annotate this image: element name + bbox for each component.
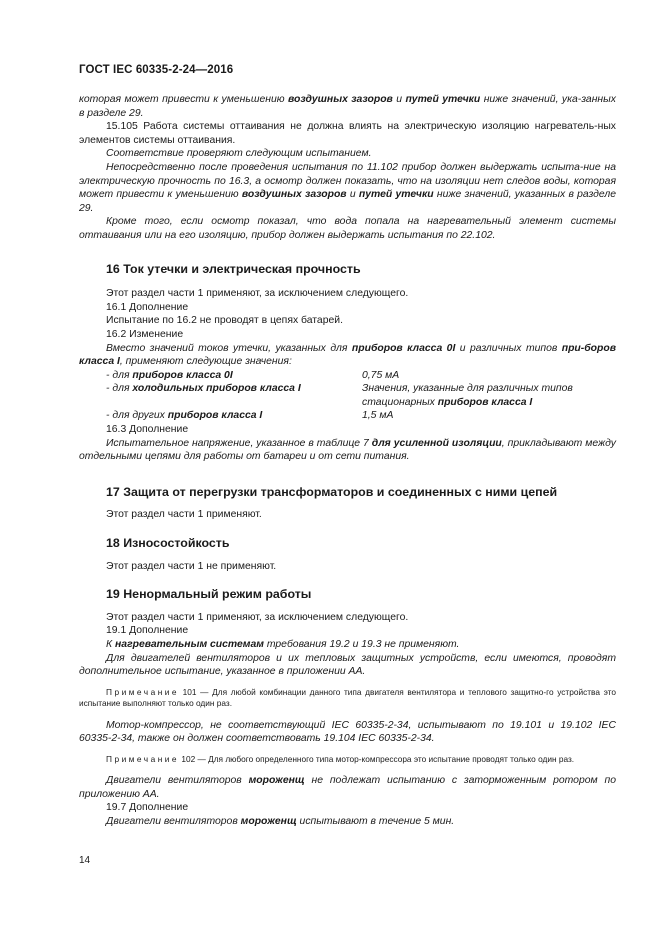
term-ice-cream-makers: мороженщ — [240, 815, 297, 827]
section-18-text: Этот раздел части 1 не применяют. — [106, 560, 277, 572]
term-class-i: при-боров класса I — [79, 342, 616, 368]
list-item — [79, 409, 616, 423]
list-item — [79, 369, 616, 383]
paragraph-ice-cream-fans — [79, 774, 616, 801]
paragraph-motor-compressor: Мотор-компрессор, не соответствующий IEC 60335-2-34, испытывают по 19.101 и 19.102 IEC 60335-2-34, также он должен соответствовать 19.104 IEC 60335-2-34. — [79, 719, 616, 745]
text-run: и — [346, 189, 359, 201]
clause-16-2-text — [79, 342, 616, 369]
paragraph-continuation — [79, 93, 616, 120]
list-item-value — [362, 396, 532, 410]
section-18-heading: 18 Износостойкость — [106, 536, 230, 551]
text-run: К — [106, 639, 116, 650]
term-creepage: путей утечки — [358, 189, 434, 201]
clause-16-1-text: Испытание по 16.2 не проводят в цепях батарей. — [106, 315, 343, 327]
text-run: стационарных — [362, 396, 438, 408]
text-run: Испытательное напряжение, указанное в таблице 7 — [106, 437, 372, 449]
clause-19-1-text — [79, 638, 616, 652]
text-run: , прикладывают между отдельными цепями для работы от батареи и от сети питания. — [79, 437, 616, 463]
clause-16-3: 16.3 Дополнение — [106, 424, 189, 436]
page-number: 14 — [79, 855, 91, 866]
clause-16-2: 16.2 Изменение — [106, 328, 184, 340]
compliance-statement: Соответствие проверяют следующим испытанием. — [106, 148, 372, 160]
term-creepage: путей утечки — [405, 94, 481, 105]
term-class-0i: приборов класса 0I — [132, 369, 233, 381]
section-17-heading: 17 Защита от перегрузки трансформаторов и соединенных с ними цепей — [106, 484, 558, 499]
section-19-intro: Этот раздел части 1 применяют, за исключением следующего. — [106, 611, 409, 623]
section-16-intro: Этот раздел части 1 применяют, за исключением следующего. — [106, 288, 409, 300]
term-ice-cream-makers: мороженщ — [248, 775, 305, 787]
note-101 — [79, 687, 616, 710]
text-run: - для — [106, 383, 133, 395]
text-run: ниже значений, указанных в разделе 29. — [79, 189, 617, 214]
term-class-i: приборов класса I — [167, 410, 263, 422]
clause-19-7: 19.7 Дополнение — [106, 802, 189, 814]
text-run: и — [392, 94, 406, 105]
text-run: Вместо значений токов утечки, указанных для — [106, 342, 352, 354]
note-label: Примечание — [106, 753, 180, 764]
list-item-value: 0,75 мА — [362, 369, 400, 381]
paragraph-additional: Кроме того, если осмотр показал, что вода попала на нагревательный элемент системы оттаивания или на его изоляцию, прибор должен выдержать испытания по 22.102. — [79, 216, 616, 241]
term-heating-systems: нагревательным системам — [115, 639, 264, 650]
clause-16-1: 16.1 Дополнение — [106, 301, 189, 313]
text-run: требования 19.2 и 19.3 не применяют. — [263, 639, 460, 650]
term-class-0i: приборов класса 0I — [351, 342, 456, 354]
clause-16-3-text — [79, 437, 616, 464]
text-run: , применяют следующие значения: — [119, 356, 292, 368]
text-run: и различных типов — [455, 342, 562, 354]
text-run: не подлежат испытанию с заторможенным ротором по приложению АА. — [79, 775, 616, 800]
note-text: 102 — Для любого определенного типа мотор-компрессора это испытание проводят только один раз. — [179, 753, 575, 764]
list-item-value: 1,5 мА — [362, 410, 394, 422]
text-run: ниже значений, ука-занных в разделе 29. — [79, 94, 616, 119]
text-run: испытывают в течение 5 мин. — [296, 815, 455, 827]
text-run: Двигатели вентиляторов — [106, 775, 249, 787]
section-19-heading: 19 Ненормальный режим работы — [106, 587, 312, 602]
list-item-label — [106, 369, 233, 383]
note-102 — [79, 754, 616, 765]
list-item-label — [106, 382, 301, 396]
term-refrigerating-class-i: холодильных приборов класса I — [132, 383, 301, 395]
term-air-gaps: воздушных зазоров — [287, 94, 393, 105]
list-item — [79, 382, 616, 396]
text-run: которая может привести к уменьшению — [79, 94, 288, 105]
term-class-i: приборов класса I — [437, 396, 533, 408]
list-item-label — [106, 409, 262, 423]
list-item-continuation — [79, 396, 616, 410]
note-text: 101 — Для любой комбинации данного типа двигателя вентилятора и теплового защитно-го устройства это испытание выполняют только один раз. — [79, 686, 616, 709]
paragraph-test-procedure — [79, 161, 616, 215]
document-body — [79, 93, 616, 829]
text-run: - для — [106, 369, 133, 381]
clause-19-7-text — [79, 815, 616, 829]
text-run: Непосредственно после проведения испытания по 11.102 прибор должен выдержать испыта-ние на электрическую прочность по 16.3, а осмотр должен показать, что на изоляции нет следов воды, которая может привести к уменьшению — [79, 161, 616, 201]
clause-19-1: 19.1 Дополнение — [106, 625, 189, 637]
text-run: - для других — [106, 410, 168, 422]
paragraph-fan-motors: Для двигателей вентиляторов и их тепловых защитных устройств, если имеются, проводят дополнительное испытание, указанное в приложении АА. — [79, 652, 616, 678]
section-17-text: Этот раздел части 1 применяют. — [106, 509, 262, 521]
document-header: ГОСТ IEC 60335-2-24—2016 — [79, 64, 234, 76]
term-air-gaps: воздушных зазоров — [241, 189, 347, 201]
list-item-value: Значения, указанные для различных типов — [362, 383, 573, 395]
clause-15-105: 15.105 Работа системы оттаивания не должна влиять на электрическую изоляцию нагреватель-ных элементов системы оттаивания. — [79, 121, 616, 146]
section-16-heading: 16 Ток утечки и электрическая прочность — [106, 261, 361, 276]
text-run: Двигатели вентиляторов — [106, 815, 241, 827]
note-label: Примечание — [106, 686, 180, 697]
term-reinforced-insulation: для усиленной изоляции — [371, 437, 502, 449]
